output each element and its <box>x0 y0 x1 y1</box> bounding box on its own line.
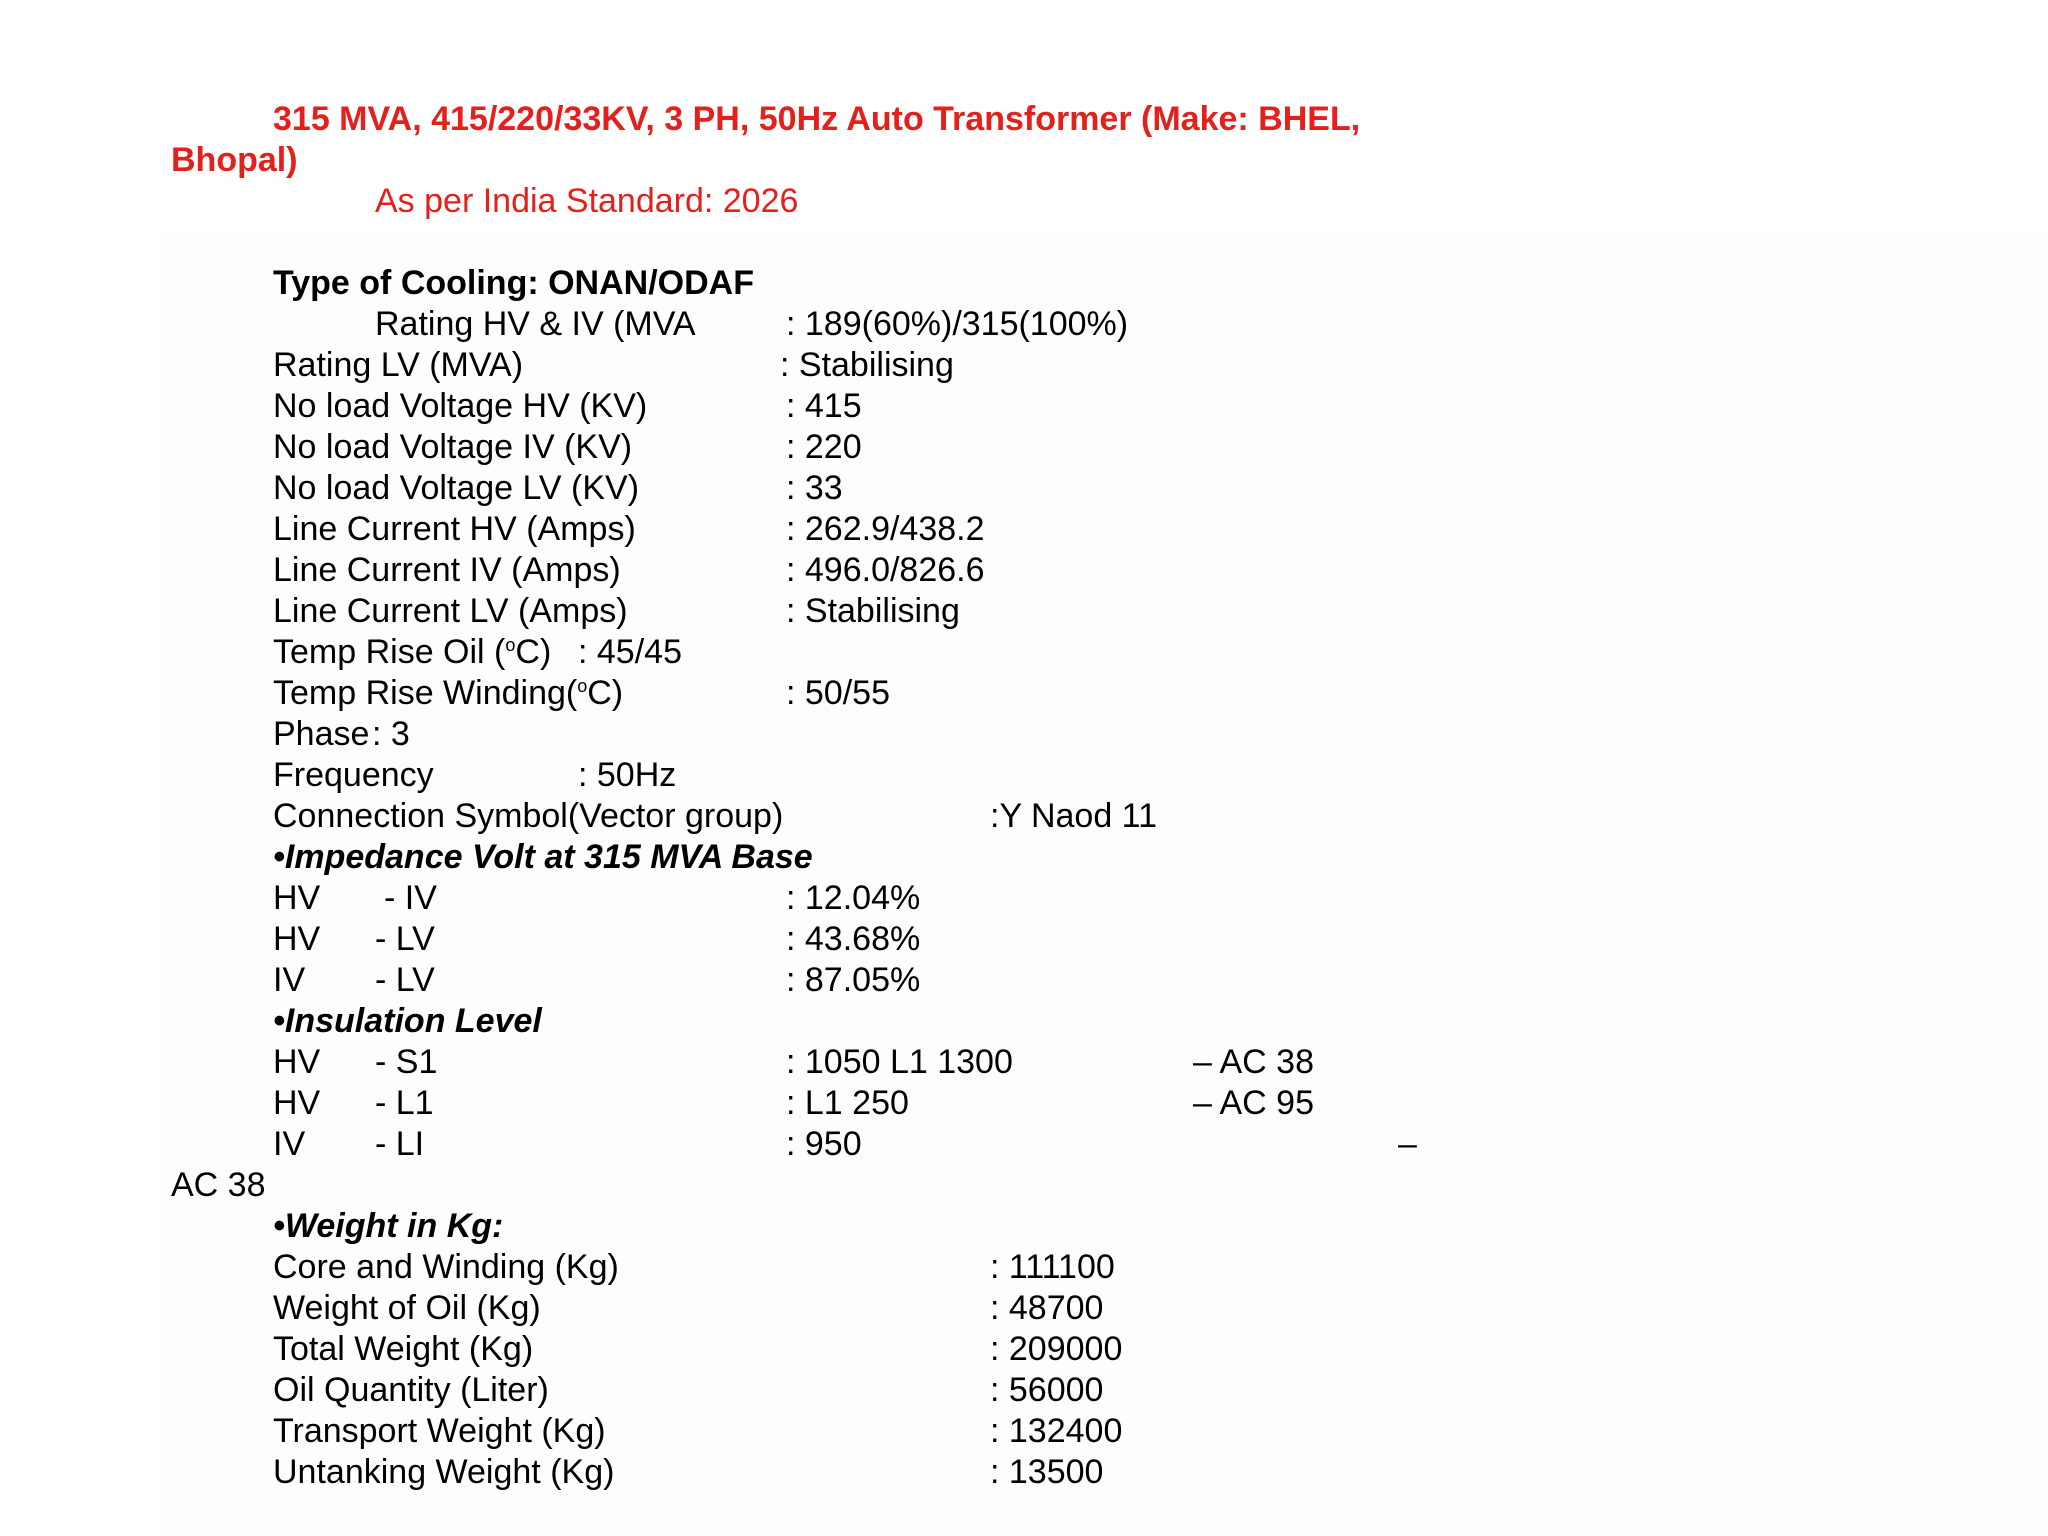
rating-value: : Stabilising <box>786 592 960 630</box>
connection-value: :Y Naod 11 <box>990 797 1157 835</box>
impedance-winding-a: IV <box>273 961 306 999</box>
insulation-ac-dash: – <box>1398 1125 1417 1163</box>
insulation-winding-a: HV <box>273 1084 321 1122</box>
rating-label: Line Current IV (Amps) <box>273 551 621 589</box>
temp-winding-label-post: C) <box>587 674 624 712</box>
weight-value: : 56000 <box>990 1371 1104 1409</box>
impedance-winding-b: - LV <box>375 961 435 999</box>
weight-value: : 48700 <box>990 1289 1104 1327</box>
temp-oil-label-post: C) <box>515 633 552 671</box>
insulation-winding-a: HV <box>273 1043 321 1081</box>
weight-value: : 132400 <box>990 1412 1123 1450</box>
rating-value: : 415 <box>786 387 862 425</box>
impedance-value: : 12.04% <box>786 879 921 917</box>
phase-value: : 3 <box>372 715 410 753</box>
document-title-line-2: Bhopal) <box>171 141 298 179</box>
weight-value: : 13500 <box>990 1453 1104 1491</box>
weight-label: Oil Quantity (Liter) <box>273 1371 549 1409</box>
impedance-value: : 87.05% <box>786 961 921 999</box>
weight-label: Untanking Weight (Kg) <box>273 1453 615 1491</box>
insulation-winding-b: - S1 <box>375 1043 438 1081</box>
insulation-winding-a: IV <box>273 1125 306 1163</box>
rating-label: Rating LV (MVA) <box>273 346 524 384</box>
insulation-value: : 1050 L1 1300 <box>786 1043 1013 1081</box>
insulation-wrap-tail: AC 38 <box>171 1166 266 1204</box>
document-title-line-1: 315 MVA, 415/220/33KV, 3 PH, 50Hz Auto Transformer (Make: BHEL, <box>273 100 1361 138</box>
impedance-value: : 43.68% <box>786 920 921 958</box>
rating-value: : 33 <box>786 469 843 507</box>
rating-value: : Stabilising <box>780 346 954 384</box>
rating-label: No load Voltage IV (KV) <box>273 428 633 466</box>
rating-label: Line Current HV (Amps) <box>273 510 636 548</box>
rating-label: Line Current LV (Amps) <box>273 592 628 630</box>
insulation-winding-b: - L1 <box>375 1084 434 1122</box>
insulation-ac-value: – AC 38 <box>1193 1043 1314 1081</box>
temp-oil-label-pre: Temp Rise Oil ( <box>273 633 506 671</box>
temp-oil-label <box>273 632 551 677</box>
impedance-winding-a: HV <box>273 879 321 917</box>
rating-value: : 189(60%)/315(100%) <box>786 305 1129 343</box>
insulation-value: : L1 250 <box>786 1084 909 1122</box>
temp-winding-label <box>273 673 623 718</box>
rating-label: No load Voltage LV (KV) <box>273 469 640 507</box>
temp-winding-value: : 50/55 <box>786 674 890 712</box>
weight-label: Core and Winding (Kg) <box>273 1248 619 1286</box>
phase-label: Phase <box>273 715 370 753</box>
rating-label: Rating HV & IV (MVA <box>375 305 696 343</box>
impedance-winding-a: HV <box>273 920 321 958</box>
weight-label: Weight of Oil (Kg) <box>273 1289 541 1327</box>
impedance-heading: •Impedance Volt at 315 MVA Base <box>273 838 813 876</box>
frequency-value: : 50Hz <box>578 756 677 794</box>
rating-value: : 496.0/826.6 <box>786 551 985 589</box>
weight-value: : 209000 <box>990 1330 1123 1368</box>
insulation-winding-b: - LI <box>375 1125 425 1163</box>
rating-label: No load Voltage HV (KV) <box>273 387 648 425</box>
temp-winding-label-pre: Temp Rise Winding( <box>273 674 578 712</box>
standard-note: As per India Standard: 2026 <box>375 182 799 220</box>
rating-value: : 220 <box>786 428 862 466</box>
weight-value: : 111100 <box>990 1248 1115 1286</box>
insulation-heading: •Insulation Level <box>273 1002 542 1040</box>
frequency-label: Frequency <box>273 756 434 794</box>
temp-oil-value: : 45/45 <box>578 633 682 671</box>
insulation-ac-value: – AC 95 <box>1193 1084 1314 1122</box>
weight-heading: •Weight in Kg: <box>273 1207 504 1245</box>
impedance-winding-b: - LV <box>375 920 435 958</box>
weight-label: Total Weight (Kg) <box>273 1330 534 1368</box>
connection-label: Connection Symbol(Vector group) <box>273 797 784 835</box>
degree-symbol: o <box>577 676 588 696</box>
impedance-winding-b: - IV <box>384 879 437 917</box>
rating-value: : 262.9/438.2 <box>786 510 985 548</box>
degree-symbol: o <box>505 635 516 655</box>
cooling-heading: Type of Cooling: ONAN/ODAF <box>273 264 754 302</box>
weight-label: Transport Weight (Kg) <box>273 1412 606 1450</box>
insulation-value: : 950 <box>786 1125 862 1163</box>
